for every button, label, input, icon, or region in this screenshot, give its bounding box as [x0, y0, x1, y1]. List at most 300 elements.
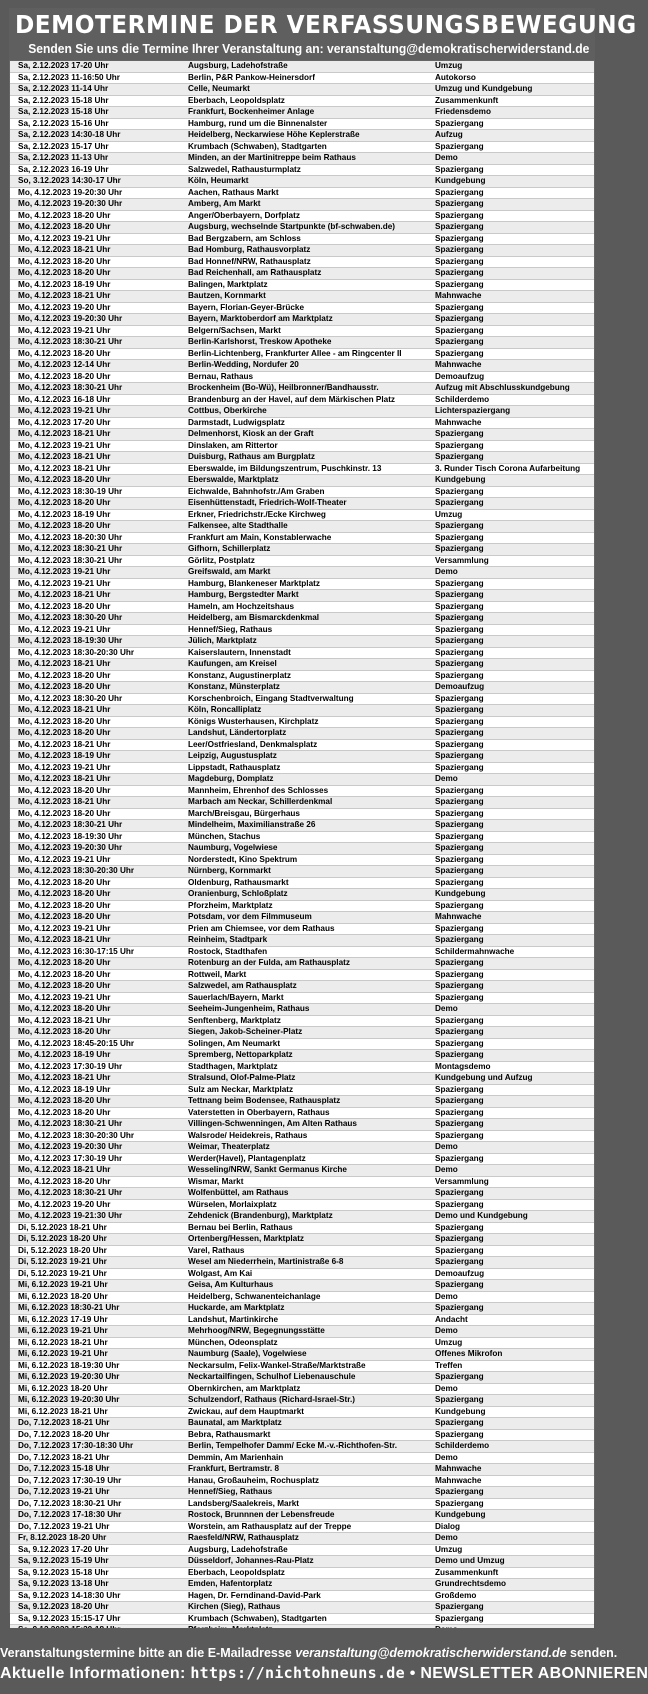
- event-row: [10, 1453, 594, 1465]
- event-row: [10, 1280, 594, 1292]
- event-location: Stadthagen, Marktplatz: [188, 1061, 278, 1071]
- event-type: Zusammenkunft: [435, 95, 499, 105]
- event-type: Spaziergang: [435, 325, 484, 335]
- event-location: Magdeburg, Domplatz: [188, 774, 274, 783]
- event-row: [10, 1303, 594, 1315]
- event-row: [10, 705, 594, 717]
- event-location: Potsdam, vor dem Filmmuseum: [188, 912, 312, 921]
- event-date: Di, 5.12.2023 19-21 Uhr: [18, 1257, 107, 1266]
- event-date: Mo, 4.12.2023 18-20 Uhr: [18, 268, 111, 277]
- event-date: Sa, 2.12.2023 14:30-18 Uhr: [18, 130, 121, 139]
- event-type: Spaziergang: [435, 1199, 484, 1209]
- event-location: Weimar, Theaterplatz: [188, 1142, 270, 1151]
- event-row: [10, 1372, 594, 1384]
- event-row: [10, 1361, 594, 1373]
- event-location: Oldenburg, Rathausmarkt: [188, 877, 289, 887]
- event-type: Spaziergang: [435, 521, 484, 530]
- event-row: [10, 556, 594, 568]
- event-row: [10, 1407, 594, 1419]
- event-row: [10, 1269, 594, 1281]
- event-type: Zusammenkunft: [435, 1567, 499, 1577]
- event-location: Korschenbroich, Eingang Stadtverwaltung: [188, 693, 354, 703]
- event-row: [10, 268, 594, 280]
- event-location: Amberg, Am Markt: [188, 199, 261, 208]
- event-row: [10, 1154, 594, 1166]
- event-type: Umzug und Kundgebung: [435, 84, 533, 93]
- event-type: Versammlung: [435, 1176, 489, 1186]
- event-date: Sa, 2.12.2023 11-16:50 Uhr: [18, 72, 120, 82]
- event-location: Zehdenick (Brandenburg), Marktplatz: [188, 1211, 333, 1220]
- event-location: Eberbach, Leopoldsplatz: [188, 95, 285, 105]
- event-type: Spaziergang: [435, 969, 484, 979]
- event-location: Leer/Ostfriesland, Denkmalsplatz: [188, 739, 318, 749]
- event-date: Mo, 4.12.2023 18-21 Uhr: [18, 1015, 111, 1025]
- event-date: Mo, 4.12.2023 18-21 Uhr: [18, 245, 111, 254]
- event-location: Marbach am Neckar, Schillerdenkmal: [188, 797, 333, 806]
- event-type: Spaziergang: [435, 118, 484, 128]
- event-row: [10, 901, 594, 913]
- event-row: [10, 1315, 594, 1327]
- event-location: Leipzig, Augustusplatz: [188, 751, 277, 760]
- event-row: [10, 694, 594, 706]
- event-date: Mo, 4.12.2023 18-21 Uhr: [18, 291, 111, 300]
- event-date: Mo, 4.12.2023 18:30-20:30 Uhr: [18, 866, 135, 875]
- event-location: Rottweil, Markt: [188, 969, 247, 979]
- event-date: Mo, 4.12.2023 18-20 Uhr: [18, 958, 111, 967]
- event-type: Spaziergang: [435, 1084, 484, 1094]
- event-type: Spaziergang: [435, 992, 484, 1002]
- event-type: Demo: [435, 774, 458, 783]
- event-row: [10, 1614, 594, 1626]
- event-date: Mo, 4.12.2023 18-21 Uhr: [18, 739, 111, 749]
- event-type: Autokorso: [435, 72, 476, 82]
- event-location: Berlin-Wedding, Nordufer 20: [188, 360, 299, 369]
- event-location: Baunatal, am Marktplatz: [188, 1418, 282, 1427]
- event-date: Mi, 6.12.2023 19-21 Uhr: [18, 1349, 108, 1358]
- event-row: [10, 533, 594, 545]
- event-type: Kundgebung: [435, 176, 486, 185]
- event-type: Spaziergang: [435, 1222, 484, 1232]
- event-location: Varel, Rathaus: [188, 1245, 245, 1255]
- event-row: [10, 349, 594, 361]
- event-row: [10, 912, 594, 924]
- event-type: Aufzug: [435, 130, 463, 139]
- event-location: Krumbach (Schwaben), Stadtgarten: [188, 1613, 327, 1623]
- event-row: [10, 682, 594, 694]
- event-location: Bad Homburg, Rathausvorplatz: [188, 245, 311, 254]
- event-row: [10, 510, 594, 522]
- event-date: Mi, 6.12.2023 18-19:30 Uhr: [18, 1360, 120, 1370]
- event-type: Spaziergang: [435, 785, 484, 795]
- event-location: Mehrhoog/NRW, Begegnungsstätte: [188, 1326, 325, 1335]
- event-type: Demoaufzug: [435, 682, 485, 691]
- event-location: Minden, an der Martinitreppe beim Rathaus: [188, 153, 356, 162]
- event-row: [10, 1142, 594, 1154]
- event-date: Mo, 4.12.2023 18-19:30 Uhr: [18, 831, 123, 841]
- event-type: Spaziergang: [435, 923, 484, 933]
- event-date: Sa, 9.12.2023 15-19 Uhr: [18, 1556, 109, 1565]
- event-date: Mi, 6.12.2023 19-21 Uhr: [18, 1280, 108, 1289]
- event-date: Mo, 4.12.2023 18-20 Uhr: [18, 912, 111, 921]
- event-row: [10, 636, 594, 648]
- event-location: Walsrode/ Heidekreis, Rathaus: [188, 1130, 308, 1140]
- event-location: Delmenhorst, Kiosk an der Graft: [188, 429, 314, 438]
- event-location: Naumburg, Vogelwiese: [188, 843, 278, 852]
- event-date: Do, 7.12.2023 18-21 Uhr: [18, 1452, 110, 1462]
- event-location: Frankfurt, Bockenheimer Anlage: [188, 107, 315, 116]
- event-date: Mo, 4.12.2023 19-21 Uhr: [18, 406, 111, 415]
- event-date: Mo, 4.12.2023 18-21 Uhr: [18, 935, 111, 944]
- event-row: [10, 130, 594, 142]
- event-date: Do, 7.12.2023 17-18:30 Uhr: [18, 1510, 122, 1519]
- event-type: Spaziergang: [435, 314, 484, 323]
- event-row: [10, 257, 594, 269]
- event-row: [10, 406, 594, 418]
- event-date: Mo, 4.12.2023 18-21 Uhr: [18, 452, 111, 461]
- event-date: Di, 5.12.2023 18-20 Uhr: [18, 1245, 107, 1255]
- event-row: [10, 245, 594, 257]
- event-type: Spaziergang: [435, 854, 484, 864]
- event-type: Spaziergang: [435, 624, 484, 634]
- event-type: Mahnwache: [435, 291, 482, 300]
- event-location: Landsberg/Saalekreis, Markt: [188, 1498, 300, 1508]
- event-row: [10, 625, 594, 637]
- event-row: [10, 1338, 594, 1350]
- event-location: Krumbach (Schwaben), Stadtgarten: [188, 141, 327, 151]
- event-location: Demmin, Am Marienhain: [188, 1452, 284, 1462]
- event-date: Mo, 4.12.2023 18-20:30 Uhr: [18, 532, 123, 542]
- event-date: Mo, 4.12.2023 19-21 Uhr: [18, 325, 111, 335]
- event-row: [10, 291, 594, 303]
- event-type: Lichterspaziergang: [435, 406, 511, 415]
- event-type: Spaziergang: [435, 808, 484, 818]
- event-location: Duisburg, Rathaus am Burgplatz: [188, 452, 315, 461]
- event-date: Di, 5.12.2023 19-21 Uhr: [18, 1268, 107, 1278]
- event-location: Landshut, Ländertorplatz: [188, 728, 287, 737]
- event-location: Schulzendorf, Rathaus (Richard-Israel-Str.): [188, 1395, 355, 1404]
- footer-email-link[interactable]: veranstaltung@demokratischerwiderstand.de: [295, 1646, 567, 1660]
- newsletter-subscribe-link[interactable]: NEWSLETTER ABONNIEREN: [420, 1665, 648, 1682]
- event-row: [10, 1062, 594, 1074]
- event-date: Mi, 6.12.2023 18-20 Uhr: [18, 1291, 108, 1301]
- event-location: Salzwedel, am Rathausplatz: [188, 981, 297, 990]
- event-row: [10, 786, 594, 798]
- event-date: Mo, 4.12.2023 18-20 Uhr: [18, 808, 111, 818]
- event-row: [10, 1027, 594, 1039]
- event-location: Eichwalde, Bahnhofstr./Am Graben: [188, 486, 325, 496]
- event-date: Mo, 4.12.2023 18:30-21 Uhr: [18, 820, 123, 829]
- event-location: Worstein, am Rathausplatz auf der Treppe: [188, 1521, 352, 1531]
- event-row: [10, 176, 594, 188]
- footer-website-link[interactable]: https://nichtohneuns.de: [190, 1664, 405, 1682]
- event-date: Mo, 4.12.2023 18-20 Uhr: [18, 371, 111, 381]
- event-date: Sa, 2.12.2023 15-17 Uhr: [18, 141, 109, 151]
- event-row: [10, 659, 594, 671]
- event-location: Villingen-Schwenningen, Am Alten Rathaus: [188, 1119, 357, 1128]
- event-row: [10, 418, 594, 430]
- event-type: Spaziergang: [435, 831, 484, 841]
- event-row: [10, 61, 594, 73]
- event-location: Seeheim-Jungenheim, Rathaus: [188, 1004, 310, 1013]
- event-location: Bayern, Florian-Geyer-Brücke: [188, 302, 305, 312]
- event-type: Spaziergang: [435, 544, 484, 553]
- event-row: [10, 1257, 594, 1269]
- event-type: Spaziergang: [435, 601, 484, 611]
- event-location: Belgern/Sachsen, Markt: [188, 325, 281, 335]
- event-row: [10, 1085, 594, 1097]
- event-date: Sa, 2.12.2023 15-16 Uhr: [18, 118, 109, 128]
- event-date: Mo, 4.12.2023 19-21 Uhr: [18, 762, 111, 772]
- event-location: Aachen, Rathaus Markt: [188, 187, 279, 197]
- event-type: Spaziergang: [435, 958, 484, 967]
- event-location: Berlin, Tempelhofer Damm/ Ecke M.-v.-Richthofen-Str.: [188, 1441, 397, 1450]
- event-type: Demo und Kundgebung: [435, 1211, 528, 1220]
- event-row: [10, 73, 594, 85]
- event-row: [10, 314, 594, 326]
- event-location: Augsburg, Ladehofstraße: [188, 1544, 288, 1554]
- event-row: [10, 1211, 594, 1223]
- event-type: Kundgebung: [435, 1510, 486, 1519]
- event-row: [10, 1556, 594, 1568]
- event-row: [10, 1602, 594, 1614]
- event-row: [10, 1292, 594, 1304]
- event-row: [10, 1395, 594, 1407]
- event-row: [10, 1418, 594, 1430]
- event-row: [10, 889, 594, 901]
- event-type: Aufzug mit Abschlusskundgebung: [435, 383, 570, 392]
- event-date: Mo, 4.12.2023 18-20 Uhr: [18, 785, 111, 795]
- event-row: [10, 222, 594, 234]
- event-type: Spaziergang: [435, 210, 484, 220]
- event-location: Balingen, Marktplatz: [188, 279, 268, 289]
- event-date: Mo, 4.12.2023 19-20:30 Uhr: [18, 199, 123, 208]
- event-type: Mahnwache: [435, 417, 482, 427]
- event-date: Mo, 4.12.2023 18:30-21 Uhr: [18, 1119, 123, 1128]
- event-location: München, Stachus: [188, 831, 261, 841]
- event-date: Mo, 4.12.2023 18:30-21 Uhr: [18, 544, 123, 553]
- event-type: Kundgebung: [435, 889, 486, 898]
- event-location: Heidelberg, Schwanenteichanlage: [188, 1291, 321, 1301]
- event-location: Obernkirchen, am Marktplatz: [188, 1383, 301, 1393]
- event-location: Heidelberg, Neckarwiese Höhe Keplerstraße: [188, 130, 360, 139]
- event-type: Spaziergang: [435, 739, 484, 749]
- event-type: Spaziergang: [435, 1245, 484, 1255]
- event-date: Mo, 4.12.2023 18:30-21 Uhr: [18, 383, 123, 392]
- event-location: Rostock, Stadthafen: [188, 946, 268, 956]
- event-type: Spaziergang: [435, 429, 484, 438]
- event-location: Gifhorn, Schillerplatz: [188, 544, 271, 553]
- event-date: Mo, 4.12.2023 16-18 Uhr: [18, 394, 111, 404]
- event-date: Mo, 4.12.2023 19-21 Uhr: [18, 440, 111, 450]
- event-row: [10, 1188, 594, 1200]
- event-date: Mo, 4.12.2023 18-20 Uhr: [18, 1004, 111, 1013]
- event-date: Sa, 9.12.2023 15:15-17 Uhr: [18, 1613, 121, 1623]
- event-date: Sa, 9.12.2023 18-20 Uhr: [18, 1602, 109, 1611]
- event-type: Spaziergang: [435, 1257, 484, 1266]
- event-date: Mo, 4.12.2023 18:30-19 Uhr: [18, 486, 123, 496]
- event-type: Spaziergang: [435, 981, 484, 990]
- event-location: Greifswald, am Markt: [188, 567, 271, 576]
- event-type: Demoaufzug: [435, 371, 485, 381]
- event-date: Sa, 2.12.2023 16-19 Uhr: [18, 164, 109, 174]
- event-row: [10, 590, 594, 602]
- event-type: Spaziergang: [435, 751, 484, 760]
- event-row: [10, 475, 594, 487]
- event-date: Mo, 4.12.2023 18-20 Uhr: [18, 716, 111, 726]
- event-location: Geisa, Am Kulturhaus: [188, 1280, 274, 1289]
- event-location: Kaufungen, am Kreisel: [188, 659, 277, 668]
- event-row: [10, 498, 594, 510]
- event-type: Schildermahnwache: [435, 946, 515, 956]
- event-type: Spaziergang: [435, 877, 484, 887]
- event-location: Hagen, Dr. Ferndinand-David-Park: [188, 1590, 321, 1600]
- event-row: [10, 717, 594, 729]
- event-type: Umzug: [435, 1337, 463, 1347]
- event-type: Demo: [435, 1533, 458, 1542]
- event-location: Rostock, Brunnnen der Lebensfreude: [188, 1510, 335, 1519]
- event-type: Spaziergang: [435, 636, 484, 645]
- event-date: Mi, 6.12.2023 18-21 Uhr: [18, 1406, 108, 1416]
- event-row: [10, 1223, 594, 1235]
- event-row: [10, 820, 594, 832]
- event-date: Do, 7.12.2023 19-21 Uhr: [18, 1487, 110, 1496]
- event-location: Stralsund, Olof-Palme-Platz: [188, 1073, 296, 1082]
- event-type: Spaziergang: [435, 532, 484, 542]
- event-row: [10, 1545, 594, 1557]
- event-location: Jülich, Marktplatz: [188, 636, 257, 645]
- event-row: [10, 1499, 594, 1511]
- event-row: [10, 1096, 594, 1108]
- event-date: Mo, 4.12.2023 19-20 Uhr: [18, 1199, 111, 1209]
- event-location: Pforzheim, Marktplatz: [188, 900, 273, 910]
- event-row: [10, 1464, 594, 1476]
- event-location: Celle, Neumarkt: [188, 84, 250, 93]
- event-date: Mo, 4.12.2023 19-20:30 Uhr: [18, 843, 123, 852]
- event-location: Görlitz, Postplatz: [188, 555, 255, 565]
- event-type: Spaziergang: [435, 670, 484, 680]
- event-date: Mo, 4.12.2023 12-14 Uhr: [18, 360, 111, 369]
- event-date: Mo, 4.12.2023 18:30-21 Uhr: [18, 555, 123, 565]
- event-location: Berlin-Lichtenberg, Frankfurter Allee - am Ringcenter II: [188, 348, 402, 358]
- event-row: [10, 1119, 594, 1131]
- event-row: [10, 1349, 594, 1361]
- event-row: [10, 96, 594, 108]
- event-type: Spaziergang: [435, 1602, 484, 1611]
- event-type: Spaziergang: [435, 452, 484, 461]
- event-location: Königs Wusterhausen, Kirchplatz: [188, 716, 319, 726]
- event-date: Di, 5.12.2023 18-20 Uhr: [18, 1234, 107, 1243]
- event-location: Eberbach, Leopoldsplatz: [188, 1567, 285, 1577]
- event-row: [10, 924, 594, 936]
- event-location: Frankfurt am Main, Konstablerwache: [188, 532, 332, 542]
- event-type: Spaziergang: [435, 1429, 484, 1439]
- event-row: [10, 1591, 594, 1603]
- event-row: [10, 544, 594, 556]
- event-location: Emden, Hafentorplatz: [188, 1579, 273, 1588]
- event-type: Spaziergang: [435, 348, 484, 358]
- event-location: Eisenhüttenstadt, Friedrich-Wolf-Theater: [188, 498, 347, 507]
- event-type: Grundrechtsdemo: [435, 1579, 506, 1588]
- event-type: Mahnwache: [435, 360, 482, 369]
- event-location: Nürnberg, Kornmarkt: [188, 866, 271, 875]
- event-date: Mo, 4.12.2023 18-20 Uhr: [18, 877, 111, 887]
- event-date: Mo, 4.12.2023 18:30-20 Uhr: [18, 693, 123, 703]
- event-row: [10, 774, 594, 786]
- event-row: [10, 1050, 594, 1062]
- event-date: Mo, 4.12.2023 18-20 Uhr: [18, 601, 111, 611]
- event-type: Demo: [435, 1291, 458, 1301]
- event-date: Mo, 4.12.2023 18-20 Uhr: [18, 498, 111, 507]
- event-date: Mo, 4.12.2023 19-21 Uhr: [18, 992, 111, 1002]
- event-location: Siegen, Jakob-Scheiner-Platz: [188, 1027, 303, 1036]
- event-row: [10, 360, 594, 372]
- footer: [0, 1628, 648, 1694]
- event-date: Mo, 4.12.2023 18:30-21 Uhr: [18, 337, 123, 346]
- event-date: Mo, 4.12.2023 19-20 Uhr: [18, 302, 111, 312]
- event-location: Würselen, Morlaixplatz: [188, 1199, 277, 1209]
- event-date: Mo, 4.12.2023 19-20:30 Uhr: [18, 1142, 123, 1151]
- event-row: [10, 1177, 594, 1189]
- event-row: [10, 1430, 594, 1442]
- event-date: Mo, 4.12.2023 17:30-19 Uhr: [18, 1153, 123, 1163]
- event-type: Spaziergang: [435, 302, 484, 312]
- event-date: Mo, 4.12.2023 18-20 Uhr: [18, 1096, 111, 1105]
- event-location: Eberswalde, Marktplatz: [188, 475, 279, 484]
- event-location: Bautzen, Kornmarkt: [188, 291, 266, 300]
- event-type: Spaziergang: [435, 843, 484, 852]
- event-type: Spaziergang: [435, 716, 484, 726]
- event-date: Sa, 9.12.2023 13-18 Uhr: [18, 1579, 109, 1588]
- event-date: Mo, 4.12.2023 18:30-21 Uhr: [18, 1188, 123, 1197]
- event-location: Wolfenbüttel, am Rathaus: [188, 1188, 289, 1197]
- event-row: [10, 280, 594, 292]
- event-date: Fr, 8.12.2023 18-20 Uhr: [18, 1533, 107, 1542]
- events-table: [9, 60, 595, 1623]
- event-date: Do, 7.12.2023 15-18 Uhr: [18, 1464, 110, 1473]
- event-row: [10, 728, 594, 740]
- event-type: Demo: [435, 1165, 458, 1174]
- event-date: Mo, 4.12.2023 18-21 Uhr: [18, 705, 111, 714]
- event-date: Mo, 4.12.2023 18-20 Uhr: [18, 256, 111, 266]
- event-row: [10, 866, 594, 878]
- event-row: [10, 1510, 594, 1522]
- event-row: [10, 843, 594, 855]
- event-location: Neckartailfingen, Schulhof Liebenauschule: [188, 1372, 356, 1381]
- event-date: Mo, 4.12.2023 18-19 Uhr: [18, 509, 111, 519]
- event-location: Brockenheim (Bo-Wü), Heilbronner/Bandhausstr.: [188, 383, 379, 392]
- event-row: [10, 1522, 594, 1534]
- event-type: Demo: [435, 1004, 458, 1013]
- event-location: Wesseling/NRW, Sankt Germanus Kirche: [188, 1165, 347, 1174]
- event-row: [10, 981, 594, 993]
- event-row: [10, 441, 594, 453]
- event-date: Mo, 4.12.2023 19-21:30 Uhr: [18, 1211, 123, 1220]
- event-type: Spaziergang: [435, 866, 484, 875]
- event-date: Mo, 4.12.2023 18:30-20 Uhr: [18, 613, 123, 622]
- event-date: Mo, 4.12.2023 18-20 Uhr: [18, 210, 111, 220]
- event-type: Spaziergang: [435, 245, 484, 254]
- event-location: Konstanz, Münsterplatz: [188, 682, 280, 691]
- event-location: Huckarde, am Marktplatz: [188, 1303, 285, 1312]
- event-row: [10, 809, 594, 821]
- event-date: Sa, 9.12.2023 15-18 Uhr: [18, 1567, 109, 1577]
- footer-info-label: Aktuelle Informationen:: [0, 1665, 186, 1682]
- event-type: Spaziergang: [435, 141, 484, 151]
- event-type: Spaziergang: [435, 1050, 484, 1059]
- event-row: [10, 452, 594, 464]
- event-date: Do, 7.12.2023 17:30-18:30 Uhr: [18, 1441, 134, 1450]
- event-location: Darmstadt, Ludwigsplatz: [188, 417, 285, 427]
